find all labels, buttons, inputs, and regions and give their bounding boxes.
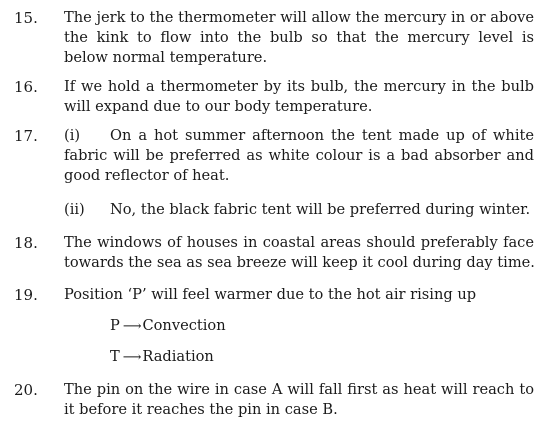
item-number: 20. xyxy=(14,381,38,399)
part-ii-label: (ii) xyxy=(64,201,85,218)
text-line: Position ‘P’ will feel warmer due to the hot air rising up xyxy=(64,286,477,303)
text-line: The windows of houses in coastal areas should preferably face xyxy=(64,234,534,251)
mapping-mode: Radiation xyxy=(142,348,214,365)
mapping-row-p xyxy=(110,316,226,337)
item-number: 16. xyxy=(14,78,38,96)
text-line: The jerk to the thermometer will allow the mercury in or above xyxy=(64,9,534,26)
text-line: below normal temperature. xyxy=(64,49,268,66)
text-line: it before it reaches the pin in case B. xyxy=(64,401,338,418)
text-line: towards the sea as sea breeze will keep it cool during day time. xyxy=(64,254,535,271)
mapping-row-t xyxy=(110,347,214,368)
arrow-icon: ⟶ xyxy=(122,319,142,334)
text-line: will expand due to our body temperature. xyxy=(64,98,373,115)
text-line: good reflector of heat. xyxy=(64,167,230,184)
item-number: 17. xyxy=(14,127,38,145)
text-line: The pin on the wire in case A will fall first as heat will reach to xyxy=(64,381,534,398)
text-line: fabric will be preferred as white colour is a bad absorber and xyxy=(64,147,534,164)
part-ii xyxy=(64,200,530,220)
item-number: 15. xyxy=(14,9,38,27)
answer-text xyxy=(64,8,534,68)
answer-text xyxy=(64,77,534,117)
text-line-with-label xyxy=(64,126,534,146)
mapping-letter: T xyxy=(110,348,120,365)
part-ii-text: No, the black fabric tent will be preferred during winter. xyxy=(110,201,531,218)
answer-text xyxy=(64,380,534,420)
part-i-label: (i) xyxy=(64,127,81,144)
text-line: the kink to flow into the bulb so that the mercury level is xyxy=(64,29,534,46)
text-line: If we hold a thermometer by its bulb, the mercury in the bulb xyxy=(64,78,534,95)
item-number: 18. xyxy=(14,234,38,252)
item-number: 19. xyxy=(14,286,38,304)
part-i-line: On a hot summer afternoon the tent made up of white xyxy=(110,127,534,144)
mapping-letter: P xyxy=(110,317,120,334)
answer-text xyxy=(64,233,534,273)
arrow-icon: ⟶ xyxy=(122,350,142,365)
mapping-mode: Convection xyxy=(142,317,226,334)
answer-text xyxy=(64,285,534,305)
answer-text-part-i xyxy=(64,126,534,186)
